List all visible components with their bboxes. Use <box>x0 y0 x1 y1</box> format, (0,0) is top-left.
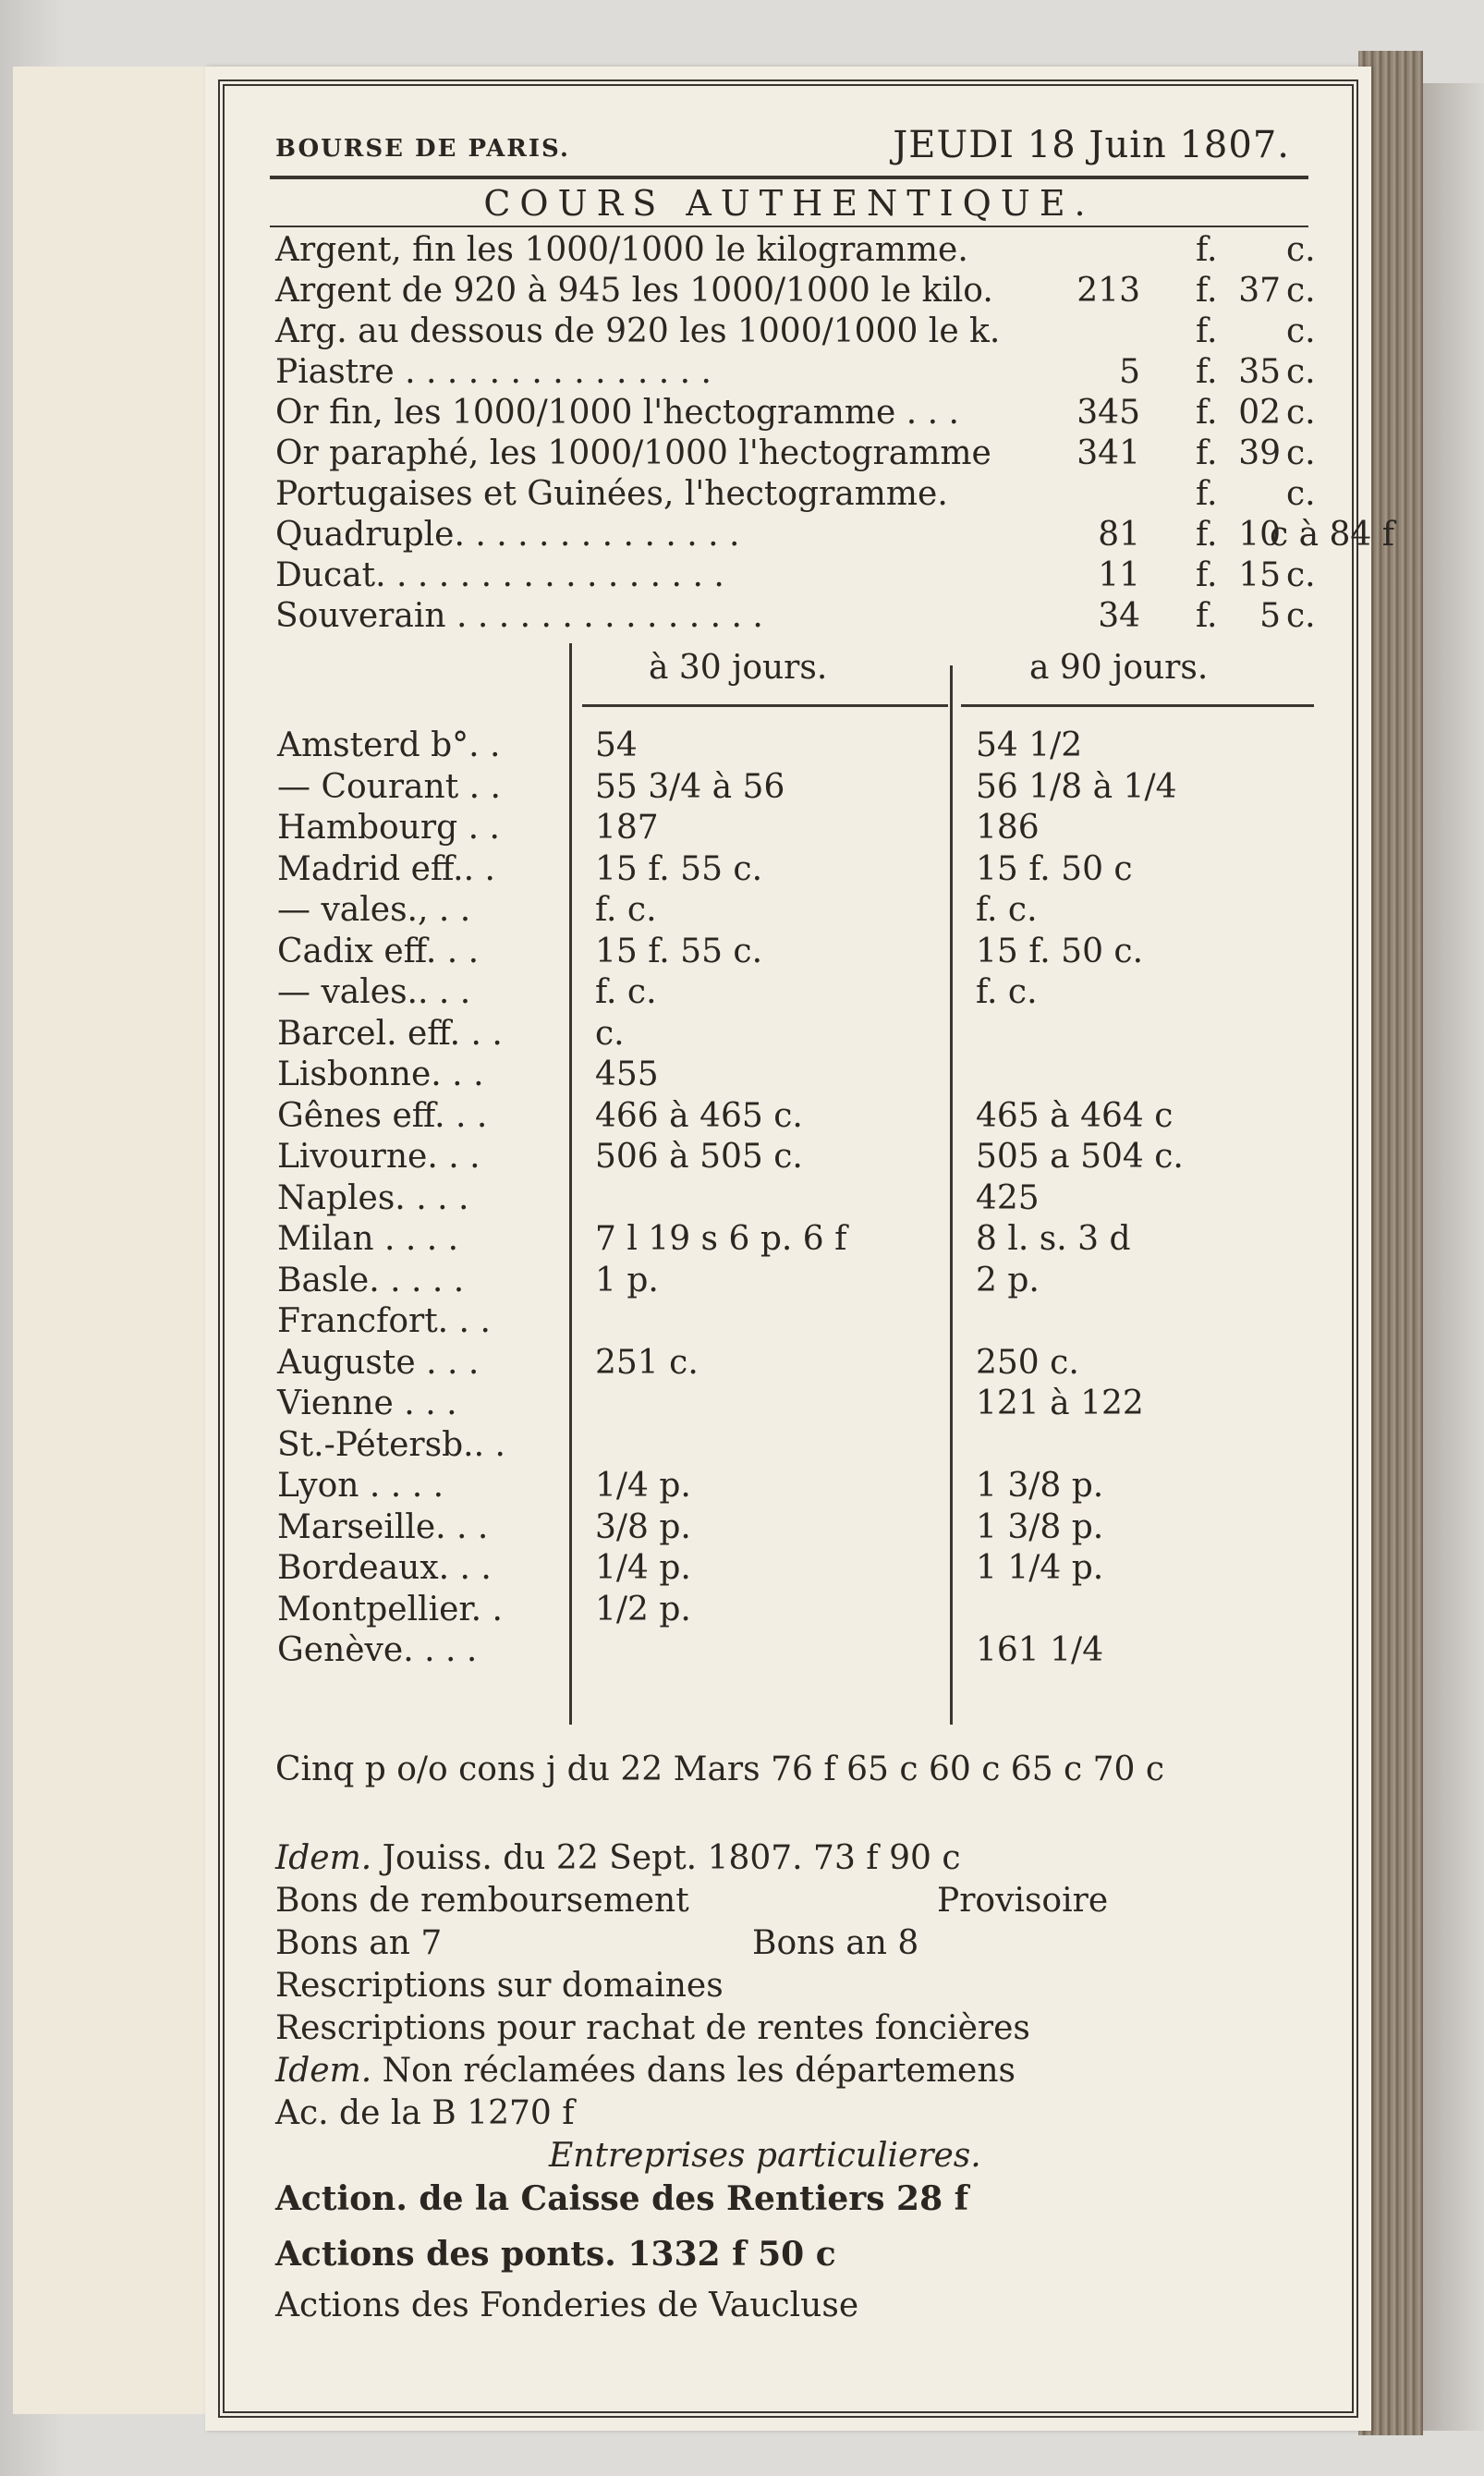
metal-label: Quadruple. . . . . . . . . . . . . . <box>275 516 740 554</box>
exchange-row <box>262 850 1316 891</box>
metal-centimes: 37 <box>1238 272 1281 310</box>
ponts-line <box>262 2235 1316 2287</box>
exchange-row <box>262 1220 1316 1261</box>
caisse-rentiers-text: Action. de la Caisse des Rentiers 28 f <box>275 2179 969 2218</box>
exchange-row <box>262 1015 1316 1055</box>
rate-30-days: 455 <box>595 1055 659 1093</box>
idem2-label: Idem. <box>275 2052 372 2090</box>
exchange-row <box>262 1384 1316 1425</box>
exchange-place: Auguste . . . <box>277 1343 480 1382</box>
rate-90-days: 161 1/4 <box>976 1631 1104 1669</box>
metal-row <box>262 390 1316 431</box>
rate-30-days: c. <box>595 1014 625 1053</box>
exchange-row <box>262 726 1316 767</box>
col-header-rule-30 <box>582 704 948 707</box>
rate-90-days: 425 <box>976 1178 1040 1217</box>
rate-30-days: 1/4 p. <box>595 1549 691 1587</box>
cinq-pour-cent-text: Cinq p o/o cons j du 22 Mars 76 f 65 c 60 c 65 c 70 c <box>275 1750 1165 1788</box>
facing-page-margin <box>13 67 224 2414</box>
rescriptions-domaines-text: Rescriptions sur domaines <box>275 1967 724 2005</box>
exchange-row <box>262 1262 1316 1302</box>
metal-row <box>262 309 1316 349</box>
rescriptions-rachat-text: Rescriptions pour rachat de rentes foncières <box>275 2009 1030 2047</box>
header-bourse: BOURSE DE PARIS. <box>275 135 570 163</box>
rate-30-days: f. c. <box>595 891 657 929</box>
metal-label: Ducat. . . . . . . . . . . . . . . . . <box>275 556 724 594</box>
metal-franc-unit: f. <box>1196 597 1218 635</box>
metal-francs: 341 <box>1077 434 1140 472</box>
metal-francs: 345 <box>1077 394 1140 432</box>
exchange-place: Amsterd b°. . <box>277 726 501 764</box>
metals-list <box>262 227 1395 635</box>
metal-centimes: 5 <box>1259 597 1281 635</box>
metal-label: Souverain . . . . . . . . . . . . . . . <box>275 597 763 635</box>
running-header <box>262 124 1316 170</box>
exchange-place: St.-Pétersb.. . <box>277 1425 505 1464</box>
rate-30-days: 15 f. 55 c. <box>595 932 763 970</box>
exchange-row <box>262 1302 1316 1343</box>
bons-an7-text: Bons an 7 <box>275 1924 443 1962</box>
rate-90-days: 505 a 504 c. <box>976 1138 1184 1176</box>
exchange-row <box>262 768 1316 809</box>
metal-centimes: 10 <box>1238 516 1281 554</box>
metal-label: Or fin, les 1000/1000 l'hectogramme . . . <box>275 394 959 432</box>
non-reclamees-text: Non réclamées dans les départemens <box>382 2052 1016 2090</box>
rate-30-days: f. c. <box>595 973 657 1011</box>
metal-row <box>262 512 1395 554</box>
document-page <box>205 67 1395 2431</box>
rate-30-days: 466 à 465 c. <box>595 1096 803 1135</box>
metal-label: Argent de 920 à 945 les 1000/1000 le kilo. <box>275 272 993 310</box>
exchange-place: Milan . . . . <box>277 1220 459 1258</box>
metal-label: Portugaises et Guinées, l'hectogramme. <box>275 475 948 513</box>
section-title: COURS AUTHENTIQUE. <box>483 183 1095 224</box>
metal-extra: c à 84 f <box>1270 516 1395 554</box>
exchange-row <box>262 933 1316 973</box>
exchange-place: Francfort. . . <box>277 1302 491 1340</box>
metal-label: Argent, fin les 1000/1000 le kilogramme. <box>275 231 968 269</box>
metal-franc-unit: f. <box>1196 272 1218 310</box>
col-header-rule-90 <box>961 704 1314 707</box>
rate-90-days: 121 à 122 <box>976 1384 1144 1422</box>
exchange-row <box>262 1179 1316 1220</box>
exchange-row <box>262 1591 1316 1631</box>
rate-30-days: 251 c. <box>595 1343 699 1382</box>
exchange-place: — vales.. . . <box>277 973 471 1011</box>
metal-franc-unit: f. <box>1196 475 1218 513</box>
exchange-place: — vales., . . <box>277 891 471 929</box>
metal-centime-unit: c. <box>1286 434 1316 472</box>
rescriptions-rachat-line <box>262 2009 1316 2052</box>
rate-90-days: 8 l. s. 3 d <box>976 1220 1131 1258</box>
entreprises-heading: Entreprises particulieres. <box>549 2137 981 2175</box>
rate-30-days: 7 l 19 s 6 p. 6 f <box>595 1220 847 1258</box>
cinq-pour-cent-line <box>262 1750 1316 1793</box>
metal-row <box>262 349 1316 390</box>
exchange-row <box>262 809 1316 849</box>
metal-row <box>262 593 1316 634</box>
rate-90-days: 15 f. 50 c <box>976 849 1133 888</box>
metal-label: Arg. au dessous de 920 les 1000/1000 le k. <box>275 312 1001 350</box>
ac-banque-text: Ac. de la B 1270 f <box>275 2094 575 2132</box>
rate-90-days: 15 f. 50 c. <box>976 932 1144 970</box>
rate-90-days: 1 1/4 p. <box>976 1549 1104 1587</box>
rate-90-days: f. c. <box>976 891 1038 929</box>
rate-90-days: 56 1/8 à 1/4 <box>976 767 1177 806</box>
col-header-30-days: à 30 jours. <box>649 649 828 687</box>
exchange-row <box>262 1426 1316 1467</box>
rate-90-days: 54 1/2 <box>976 726 1083 764</box>
metal-franc-unit: f. <box>1196 434 1218 472</box>
actions-ponts-text: Actions des ponts. 1332 f 50 c <box>275 2235 836 2274</box>
exchange-place: Montpellier. . <box>277 1590 503 1628</box>
rate-90-days: 1 3/8 p. <box>976 1467 1104 1505</box>
bons-an8-text: Bons an 8 <box>752 1924 919 1962</box>
metal-francs: 11 <box>1098 556 1140 594</box>
col-header-90-days: a 90 jours. <box>1029 649 1209 687</box>
idem-jouiss-line <box>262 1839 1316 1882</box>
metal-centimes: 35 <box>1238 353 1281 391</box>
rate-30-days: 1/2 p. <box>595 1590 691 1628</box>
fonderies-line <box>262 2287 1316 2329</box>
metal-franc-unit: f. <box>1196 353 1218 391</box>
metal-centime-unit: c. <box>1286 231 1316 269</box>
metal-centime-unit: c. <box>1286 475 1316 513</box>
metal-centime-unit: c. <box>1286 597 1316 635</box>
metal-row <box>262 553 1316 593</box>
rate-30-days: 1/4 p. <box>595 1467 691 1505</box>
exchange-row <box>262 1508 1316 1549</box>
rate-90-days: f. c. <box>976 973 1038 1011</box>
rate-30-days: 187 <box>595 809 659 847</box>
exchange-table <box>262 643 1316 1725</box>
idem-jouiss-text: Jouiss. du 22 Sept. 1807. 73 f 90 c <box>382 1839 961 1877</box>
exchange-place: Hambourg . . <box>277 809 500 847</box>
exchange-row <box>262 1344 1316 1384</box>
rate-30-days: 15 f. 55 c. <box>595 849 763 888</box>
metal-row <box>262 431 1316 471</box>
spacer <box>262 1793 1316 1839</box>
metal-label: Or paraphé, les 1000/1000 l'hectogramme <box>275 434 991 472</box>
exchange-place: Bordeaux. . . <box>277 1549 492 1587</box>
metal-franc-unit: f. <box>1196 231 1218 269</box>
metal-label: Piastre . . . . . . . . . . . . . . . <box>275 353 712 391</box>
exchange-place: — Courant . . <box>277 767 501 806</box>
metal-centime-unit: c. <box>1286 394 1316 432</box>
exchange-row <box>262 1467 1316 1507</box>
metal-centimes: 15 <box>1238 556 1281 594</box>
rate-90-days: 1 3/8 p. <box>976 1507 1104 1546</box>
exchange-row <box>262 1549 1316 1590</box>
exchange-place: Livourne. . . <box>277 1138 480 1176</box>
rate-30-days: 3/8 p. <box>595 1507 691 1546</box>
metal-centimes: 39 <box>1238 434 1281 472</box>
bons-an-line <box>262 1924 1316 1967</box>
exchange-row <box>262 1631 1316 1672</box>
metal-row <box>262 268 1316 309</box>
exchange-place: Marseille. . . <box>277 1507 489 1546</box>
metal-row <box>262 227 1316 268</box>
rescriptions-domaines-line <box>262 1967 1316 2009</box>
caisse-line <box>262 2179 1316 2235</box>
rate-30-days: 55 3/4 à 56 <box>595 767 785 806</box>
rate-30-days: 54 <box>595 726 638 764</box>
exchange-row <box>262 1097 1316 1138</box>
metal-centime-unit: c. <box>1286 312 1316 350</box>
exchange-row <box>262 973 1316 1014</box>
metal-centime-unit: c. <box>1286 353 1316 391</box>
exchange-place: Lisbonne. . . <box>277 1055 484 1093</box>
header-date: JEUDI 18 Juin 1807. <box>893 124 1290 166</box>
provisoire-text: Provisoire <box>937 1882 1109 1920</box>
metal-francs: 5 <box>1119 353 1140 391</box>
exchange-place: Gênes eff. . . <box>277 1096 488 1135</box>
metal-francs: 81 <box>1098 516 1140 554</box>
idem-label: Idem. <box>275 1839 372 1877</box>
rate-90-days: 2 p. <box>976 1261 1040 1299</box>
funds-section <box>262 1750 1316 2329</box>
exchange-row <box>262 1138 1316 1178</box>
ac-banque-line <box>262 2094 1316 2137</box>
exchange-place: Naples. . . . <box>277 1178 469 1217</box>
metal-row <box>262 471 1316 512</box>
exchange-place: Genève. . . . <box>277 1631 478 1669</box>
exchange-place: Vienne . . . <box>277 1384 457 1422</box>
entreprises-line <box>262 2137 1316 2179</box>
rate-30-days: 1 p. <box>595 1261 659 1299</box>
metal-centime-unit: c. <box>1286 272 1316 310</box>
metal-franc-unit: f. <box>1196 556 1218 594</box>
exchange-row <box>262 1055 1316 1096</box>
metal-franc-unit: f. <box>1196 394 1218 432</box>
bons-remboursement-text: Bons de remboursement <box>275 1882 689 1920</box>
exchange-place: Basle. . . . . <box>277 1261 465 1299</box>
rate-90-days: 250 c. <box>976 1343 1079 1382</box>
metal-franc-unit: f. <box>1196 312 1218 350</box>
idem-non-reclamees-line <box>262 2052 1316 2094</box>
exchange-row <box>262 891 1316 932</box>
metal-centimes: 02 <box>1238 394 1281 432</box>
exchange-place: Lyon . . . . <box>277 1467 444 1505</box>
metal-franc-unit: f. <box>1196 516 1218 554</box>
rate-30-days: 506 à 505 c. <box>595 1138 803 1176</box>
rate-90-days: 186 <box>976 809 1040 847</box>
fonderies-text: Actions des Fonderies de Vaucluse <box>275 2287 859 2324</box>
bons-remboursement-line <box>262 1882 1316 1924</box>
exchange-place: Madrid eff.. . <box>277 849 495 888</box>
metal-centime-unit: c. <box>1286 556 1316 594</box>
metal-francs: 213 <box>1077 272 1140 310</box>
exchange-place: Barcel. eff. . . <box>277 1014 503 1053</box>
exchange-place: Cadix eff. . . <box>277 932 480 970</box>
page-content <box>262 124 1395 2397</box>
metal-francs: 34 <box>1098 597 1140 635</box>
rate-90-days: 465 à 464 c <box>976 1096 1174 1135</box>
